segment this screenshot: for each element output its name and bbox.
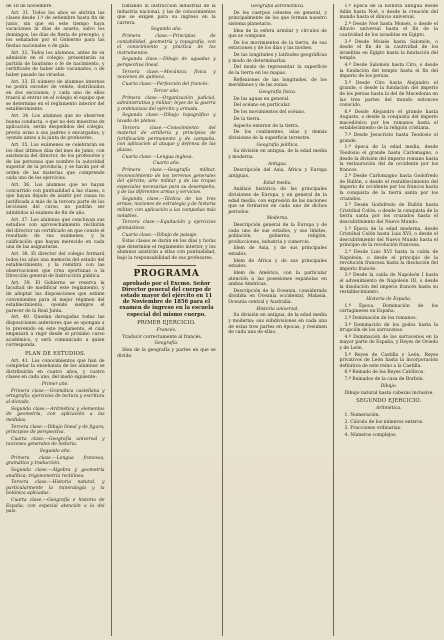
paragraph: Cuarta clase.—Perfección del francés. xyxy=(122,82,210,88)
paragraph: Tercera clase.—Dibujo lineal y de figura; principios de perspectiva. xyxy=(6,424,105,436)
paragraph: 4.º Dominación de los sarracenos en la mayor parte de España, y Reyes de Oviedo y de León. xyxy=(339,334,439,351)
paragraph: 5.º Reyes de Castilla y León. Reyes privativos de León hasta la incorporación definitiva de este reino a la Castilla. xyxy=(339,352,439,369)
subheading: Primer año. xyxy=(41,382,69,388)
paragraph: Art. 38. El director del colegio formará todos los años una memoria del estado del establecimiento, y la remitirá con las observaciones que crea oportunas a la Dirección general de Instrucción pública. xyxy=(6,252,105,280)
column-1 xyxy=(6,4,105,636)
paragraph: Cuarta clase.—Geografía universal y nociones generales de historia. xyxy=(6,436,105,448)
paragraph: Su división en antigua, de la edad media y moderna. xyxy=(228,149,327,160)
paragraph: Tercera clase.—Equitación y ejercicios gimnásticos. xyxy=(117,220,216,231)
paragraph: Art. 37. Los alumnos que concluyan sus estudios con aprovechamiento recibirán del director un certificado en que conste el resultado de sus exámenes, y la calificación que hayan merecido en cada una de las asignaturas. xyxy=(6,217,105,251)
paragraph: 1.ª Época de la edad moderna, desde Cristóbal Colón hasta Luis XVI, o desde el descubrimiento del Nuevo Mundo hasta el principio de la revolución francesa. xyxy=(339,226,439,249)
subheading: Tercer año. xyxy=(153,88,180,94)
paragraph: Primera clase.—Lengua francesa, gramática y traducción. xyxy=(6,455,105,467)
subheading: Historia universal. xyxy=(256,306,299,312)
paragraph: De los cuerpos celestes en general, y principalmente de los que forman nuestro sistema planetario. xyxy=(228,10,327,27)
subheading: Segundo año. xyxy=(39,449,71,455)
subheading: Cuarto año. xyxy=(153,161,180,167)
paragraph: Análisis histórica de las principales divisiones de Europa, y en general de la edad media, con expresión de las naciones que se formaron en cada uno de dichos periodos. xyxy=(228,187,327,215)
paragraph: Art. 40. Quedan derogadas todas las disposiciones anteriores que se opongan a lo prevenido en este reglamento, el cual empezará a regir desde el próximo curso académico, y será comunicado a quien corresponda. xyxy=(6,315,105,349)
paragraph: Art. 41. Los conocimientos que han de completar la enseñanza de los alumnos se distribuirán en cuatro años, y cuatro clases en cada uno, del modo siguiente: xyxy=(6,358,105,381)
paragraph: Del modo de representar la superficie de la tierra en los mapas. xyxy=(228,65,327,76)
paragraph: 2.º Dominación de los romanos. xyxy=(344,315,417,321)
section-heading: PLAN DE ESTUDIOS. xyxy=(25,350,86,357)
paragraph: Primera clase.—Principios de contabilidad, geometría y topografía, con el conocimiento y práctica de los instrumentos. xyxy=(117,34,216,56)
paragraph: De las aguas en general. xyxy=(233,96,290,102)
paragraph: 4.º Desde Salomón hasta Ciro, o desde la fundación del templo hasta el fin del imperio de los persas. xyxy=(339,63,439,80)
section-heading: PRIMER EJERCICIO. xyxy=(137,319,196,326)
subheading: Geografía. xyxy=(154,341,179,347)
paragraph: Del océano en particular. xyxy=(233,103,291,109)
paragraph: de 18 de noviembre. xyxy=(6,4,53,9)
paragraph: Art. 34. Los alumnos que no observen buena conducta, o que no den muestras de aplicación, serán despedidos del colegio, previo aviso a sus padres o encargados, y oyendo antes a la junta de profesores. xyxy=(6,114,105,142)
column-3 xyxy=(228,4,327,636)
paragraph: Segunda clase.—Álgebra y geometría analítica; trigonometría rectilínea. xyxy=(6,468,105,479)
programa-title: PROGRAMA xyxy=(133,268,200,279)
paragraph: Descripción general de la Europa y de cada uno de sus estados, y sus límites, población, gobierno, religión, producciones, industria y comercio. xyxy=(228,223,327,245)
paragraph: Segunda clase.—Dibujo de aguadas y perspectiva lineal. xyxy=(117,57,216,69)
column-divider xyxy=(222,4,223,636)
paragraph: 2.ª Desde Carlomagno hasta Godofredo de Bullón, o desde el restablecimiento del imperio de occidente por los francos hasta la conquista de la tierra santa por los cruzados. xyxy=(339,174,439,202)
paragraph: 1.º Época. Dominación de los cartagineses en España. xyxy=(339,303,439,315)
paragraph: Art. 32. Todos los alumnos, antes de su admisión en el colegio, presentarán su partida de bautismo o fe de nacimiento, y certificado de haber sido vacunados, o de haber pasado las viruelas. xyxy=(6,50,105,78)
paragraph: 1.º Época de la historia antigua desde Adán hasta Noé, o desde la creación del mundo hasta el diluvio universal. xyxy=(339,4,439,21)
paragraph: 3.ª Desde Godofredo de Bullón hasta Cristóbal Colón, o desde la conquista de la tierra santa por los cruzados hasta el descubrimiento del Nuevo Mundo. xyxy=(339,203,439,225)
paragraph: 1.ª época de la edad media, desde Teodosio el grande hasta Carlomagno, o desde la división del imperio romano hasta la restauración del de occidente por los francos. xyxy=(339,145,439,173)
paragraph: tomando la instrucción industrial de la industria nacional, y las de conocimientos que se exigen para su ingreso en la carrera. xyxy=(117,4,216,26)
paragraph: Art. 36. Los alumnos que no hayan concurrido con puntualidad a las clases, o que hayan dejado de asistir por causa no justificada a más de la tercera parte de las lecciones del curso, no podrán ser admitidos al examen de fin de año. xyxy=(6,183,105,216)
paragraph: 4. Números complejos. xyxy=(344,433,397,439)
subheading: Historia de España. xyxy=(366,296,412,302)
paragraph: Idem de África y de sus principales estados. xyxy=(228,258,327,270)
paragraph: Art. 31. Todos los años se abrirán las clases desde 1.º de setiembre hasta fin de junio, sin que en este tiempo haya vacaciones ni días de asueto, salvo los domingos, los días de fiesta de precepto, y los señalados por el Gobierno para las fiestas nacionales o de gala. xyxy=(6,10,105,50)
paragraph: De los continentes, islas y demás divisiones de la superficie terrestre. xyxy=(228,130,327,141)
paragraph: 5.º Desde Ciro hasta Alejandro el grande, o desde la fundación del imperio de los persas hasta la del de Macedonia en las tres partes del mundo entonces conocido. xyxy=(339,80,439,109)
paragraph: Segunda clase.—Táctica de las tres armas; nociones de estrategia y de historia militar, con aplicación a las campañas más notables. xyxy=(117,196,216,219)
paragraph: Primera clase.—Gramática castellana y ortografía; ejercicios de lectura y escritura al dictado. xyxy=(6,388,105,405)
subheading: Francés. xyxy=(156,327,177,333)
paragraph: Aspecto exterior de la tierra. xyxy=(233,123,300,129)
paragraph: Cuarta clase.—Geografía e historia de España, con especial atención a la del país. xyxy=(6,498,105,515)
section-rule xyxy=(137,265,196,266)
paragraph: 3.ª Desde la caída de Napoleón I hasta el advenimiento de Napoleón III, o desde la disolución del imperio francés hasta su restablecimiento. xyxy=(339,273,439,296)
paragraph: Idea de la geografía y partes en que se divide. xyxy=(117,347,216,359)
subheading: Geografía física. xyxy=(258,89,297,95)
paragraph: Reflexiones de las longitudes, de los meridianos y de las zonas. xyxy=(228,77,327,89)
paragraph: 3.º Desde Moisés hasta Salomón, o desde el fin de la cautividad de los israelitas en Egipto hasta la fundación del templo. xyxy=(339,39,439,62)
subheading: Geografía astronómica. xyxy=(250,4,305,9)
subheading: Aritmética. xyxy=(376,406,402,412)
paragraph: 1. Numeración. xyxy=(344,413,380,418)
paragraph: 6.º Reinado de los Reyes Católicos. xyxy=(344,370,425,376)
paragraph: Primera clase.—Geografía militar, reconocimiento de los terrenos generales del ejército; arte militar y de las tropas especiales necesarias para su desempeño, y de las diferentes armas y servicios. xyxy=(117,168,216,196)
paragraph: Art. 33. El número de alumnos internos no podrá exceder de veinte, distribuidos en dos secciones; y cada uno de ellos traerá al entrar en el colegio el equipo que se determine en el reglamento interior del establecimiento. xyxy=(6,79,105,113)
column-2 xyxy=(117,4,216,636)
paragraph: Idea de la esfera armilar y círculos de que se compone. xyxy=(228,28,327,40)
column-divider xyxy=(333,4,334,636)
paragraph: 7.º Desde Jesucristo hasta Teodosio el grande. xyxy=(339,133,439,144)
paragraph: 6.º Desde Alejandro el grande hasta Augusto, o desde la conquista del imperio macedónico por los romanos hasta el establecimiento de la religión cristiana. xyxy=(339,109,439,132)
paragraph: Descripción de la Oceanía, considerada dividida en Oceanía occidental, Malasia, Oceanía central y Australia. xyxy=(228,288,327,305)
paragraph: Art. 35. Los exámenes se celebrarán en los diez últimos días del mes de junio, con asistencia del director, de los profesores y de las personas que nombre la autoridad superior de la provincia; y se harán por el orden de las materias que comprende cada uno de los ejercicios. xyxy=(6,143,105,182)
paragraph: Descripción del Asia, África y Europa antiguas. xyxy=(228,168,327,179)
paragraph: De los movimientos del océano. xyxy=(233,110,306,116)
paragraph: Estas clases se darán en los días y horas que determine el reglamento interior, y los alumnos asistirán a ellas con puntualidad, bajo la responsabilidad de sus profesores. xyxy=(117,239,216,261)
paragraph: 2. Cálculo de los números enteros. xyxy=(344,419,424,425)
paragraph: Dibujo natural hasta cabezas inclusive. xyxy=(344,390,434,396)
paragraph: De la tierra. xyxy=(233,116,261,122)
subheading: Geografía política. xyxy=(256,142,299,148)
paragraph: Segunda clase.—Dibujo topográfico y lavado de planos. xyxy=(117,113,216,124)
subheading: Antigua. xyxy=(267,161,288,167)
paragraph: De las longitudes y latitudes geográficas y modo de determinarlas. xyxy=(228,53,327,64)
paragraph: Idem de América, con la particular atención a las posesiones españolas en ambas Américas. xyxy=(228,271,327,288)
paragraph: Traducir correctamente al francés. xyxy=(122,334,203,340)
paragraph: Tercera clase.—Historia natural, y particularmente la mineralogía y la botánica aplicadas. xyxy=(6,480,105,497)
paragraph: Su división en antigua, de la edad media y moderna; sus subdivisiones en cada una de estas tres partes en épocas, y resumen de cada una de ellas. xyxy=(228,313,327,336)
subheading: Moderna. xyxy=(266,216,289,222)
subheading: Edad media. xyxy=(263,180,292,186)
section-heading: SEGUNDO EJERCICIO. xyxy=(356,398,422,405)
paragraph: 7.º Reinados de la casa de Borbón. xyxy=(344,377,424,383)
programa-subtitle: aprobado por el Excmo. Señor Director general del cuerpo de estado mayor del ejército en 11 de Noviembre de 1856 para el examen de ingreso en la escuela especial del mismo cuerpo. xyxy=(119,280,214,318)
paragraph: 2.º Desde Noé hasta Moisés, o desde el diluvio universal hasta el fin de la cautividad de los israelitas en Egipto. xyxy=(339,21,439,38)
column-divider xyxy=(111,4,112,636)
paragraph: Tercera clase.—Mecánica, física y nociones de química. xyxy=(117,69,216,81)
paragraph: 2.ª Desde Luis XVI hasta la caída de Napoleón, o desde el principio de la revolución francesa hasta la disolución del imperio francés. xyxy=(339,250,439,272)
paragraph: Segunda clase.—Aritmética y elementos de geometría, con aplicación a las medidas. xyxy=(6,406,105,423)
paragraph: Primera clase.—Organización judicial, administrativa y militar; leyes de la guerra y ordenanzas del ejército y armada. xyxy=(117,95,216,112)
paragraph: Idem de Asia, y de sus principales estados. xyxy=(228,246,327,257)
subheading: Segundo año. xyxy=(150,27,182,33)
paragraph: 3.º Dominación de los godos hasta la irrupción de los sarracenos. xyxy=(339,322,439,334)
paragraph: Cuarta clase.—Lengua inglesa. xyxy=(122,154,193,160)
paragraph: De los movimientos de la tierra, de sus estaciones y de los días y las noches. xyxy=(228,40,327,52)
paragraph: Tercera clase.—Conocimiento del material de artillería y principios de fortificación permanente y de campaña, con aplicación al ataque y defensa de las plazas. xyxy=(117,125,216,153)
column-4 xyxy=(339,4,438,636)
paragraph: Art. 39. El Gobierno se reserva la facultad de modificar este reglamento, y de adoptar las disposiciones que estime convenientes para el mejor régimen del establecimiento, oyendo siempre el parecer de la Real Junta. xyxy=(6,280,105,314)
subheading: Dibujo. xyxy=(380,383,397,389)
paragraph: Cuarta clase.—Dibujo de paisaje. xyxy=(122,232,198,238)
paragraph: 3. Fracciones ordinarias. xyxy=(344,426,402,432)
